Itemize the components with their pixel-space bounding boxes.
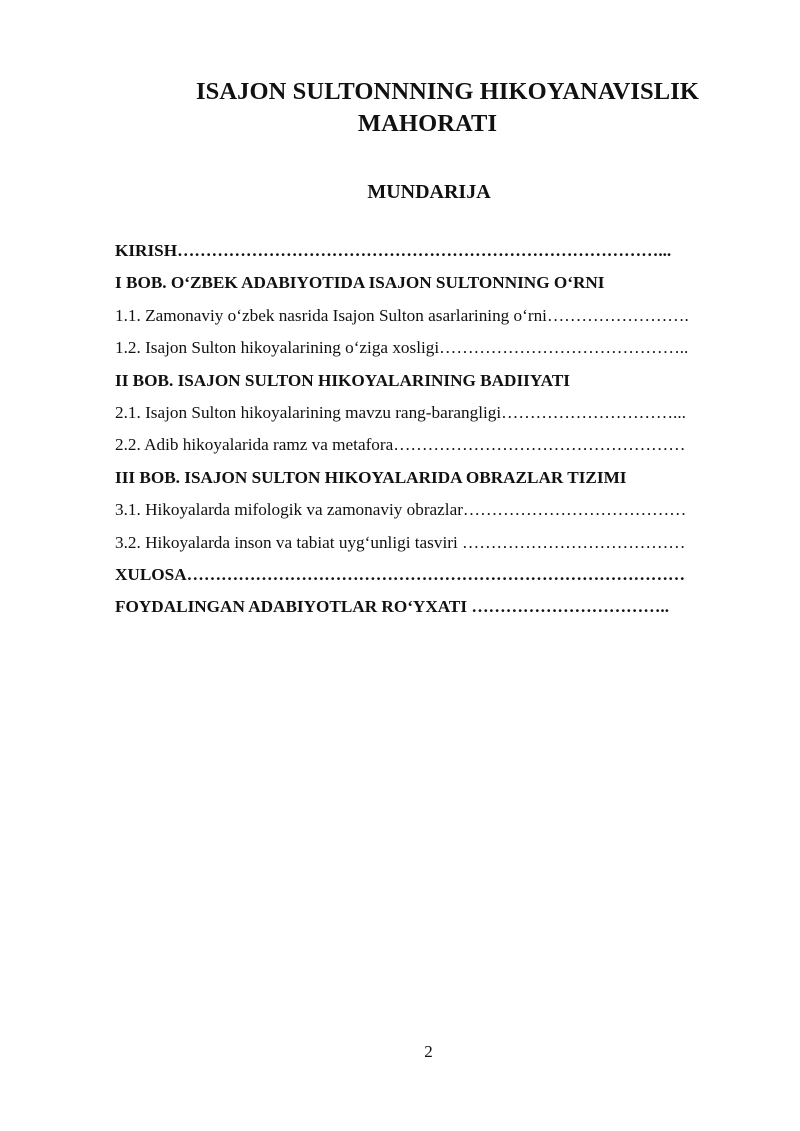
toc-entry-text: 3.1. Hikoyalarda mifologik va zamonaviy obrazlar………………………………… xyxy=(115,500,687,520)
document-title-line-1: ISAJON SULTONNNING HIKOYANAVISLIK xyxy=(196,78,699,105)
toc-entry-text: 2.1. Isajon Sulton hikoyalarining mavzu rang-barangligi…………………………... xyxy=(115,402,686,422)
toc-entry xyxy=(115,532,760,564)
toc-entry-text: I BOB. O‘ZBEK ADABIYOTIDA ISAJON SULTONNING O‘RNI xyxy=(115,273,605,293)
toc-entry xyxy=(115,564,760,596)
toc-entry xyxy=(115,272,760,304)
document-title-line-2: MAHORATI xyxy=(357,110,498,137)
toc-entry xyxy=(115,499,760,531)
toc-entry xyxy=(115,305,760,337)
toc-heading: MUNDARIJA xyxy=(367,181,491,203)
toc-entry-text: III BOB. ISAJON SULTON HIKOYALARIDA OBRAZLAR TIZIMI xyxy=(115,467,627,487)
toc-entry xyxy=(115,240,760,272)
toc-entry-text: II BOB. ISAJON SULTON HIKOYALARINING BADIIYATI xyxy=(115,370,570,390)
toc-entry-text: 2.2. Adib hikoyalarida ramz va metafora…………………………………………… xyxy=(115,435,686,455)
toc-entry xyxy=(115,402,760,434)
toc-entry xyxy=(115,596,760,628)
toc-entry-text: FOYDALINGAN ADABIYOTLAR RO‘YXATI …………………………….. xyxy=(115,597,670,617)
toc-entry-text: 3.2. Hikoyalarda inson va tabiat uyg‘unligi tasviri ………………………………… xyxy=(115,532,686,552)
toc-entry xyxy=(115,337,760,369)
page-number: 2 xyxy=(424,1042,433,1061)
toc-entry-text: 1.2. Isajon Sulton hikoyalarining o‘ziga xosligi…………………………………….. xyxy=(115,338,689,358)
toc-entry-text: KIRISH…………………………………………………………………………... xyxy=(115,241,672,260)
toc-entry xyxy=(115,467,760,499)
toc-entry xyxy=(115,370,760,402)
toc-entry-text: 1.1. Zamonaviy o‘zbek nasrida Isajon Sulton asarlarining o‘rni……………………. xyxy=(115,305,689,325)
toc-entry xyxy=(115,434,760,466)
table-of-contents xyxy=(115,240,760,629)
toc-entry-text: XULOSA…………………………………………………………………………… xyxy=(115,564,686,584)
